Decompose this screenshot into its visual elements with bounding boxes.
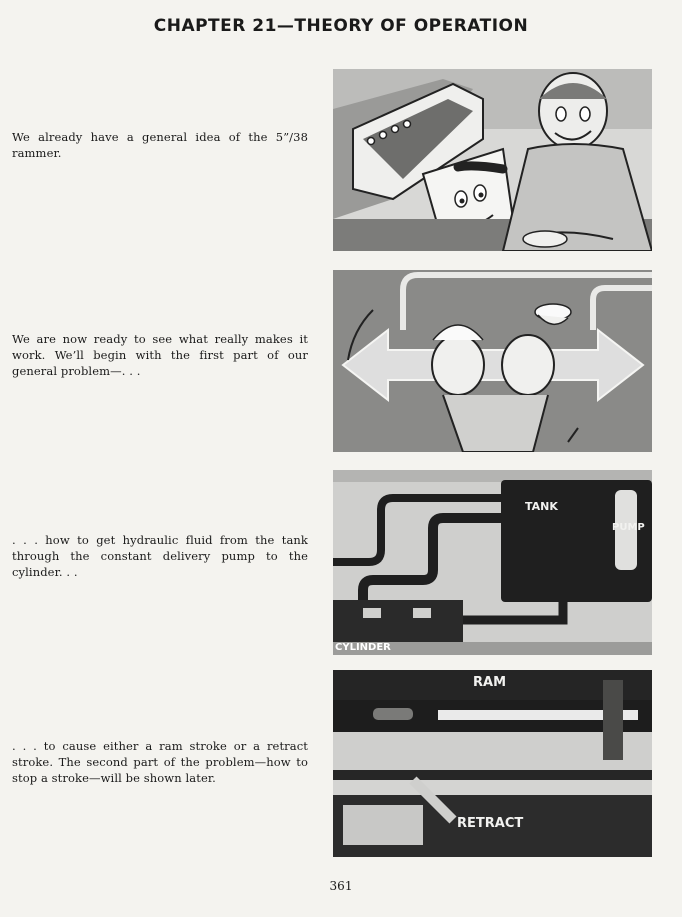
- paragraph-ready: We are now ready to see what really makes it work. We’ll begin with the first part of our general problem—. . .: [12, 332, 308, 378]
- paragraph-strokes: . . . to cause either a ram stroke or a retract stroke. The second part of the problem—how to stop a stroke—will be shown later.: [12, 739, 308, 785]
- retract-label: RETRACT: [457, 816, 524, 831]
- tank-label: TANK: [525, 500, 558, 513]
- illustration-sailors-arrow: [333, 270, 652, 452]
- ram-label: RAM: [473, 675, 507, 690]
- bleed-through-text: [290, 42, 330, 92]
- illustration-rammer-character: [333, 69, 652, 251]
- paragraph-intro: We already have a general idea of the 5”/38 rammer.: [12, 130, 308, 160]
- illustration-tank-pump-cylinder: [333, 470, 652, 655]
- illustration-ram-retract: [333, 670, 652, 857]
- cylinder-label: CYLINDER: [335, 642, 391, 653]
- pump-label: PUMP: [612, 522, 645, 533]
- page-number: 361: [329, 879, 353, 893]
- chapter-title: CHAPTER 21—THEORY OF OPERATION: [153, 16, 529, 36]
- paragraph-fluid-path: . . . how to get hydraulic fluid from the tank through the constant delivery pump to the cylinder. . .: [12, 533, 308, 579]
